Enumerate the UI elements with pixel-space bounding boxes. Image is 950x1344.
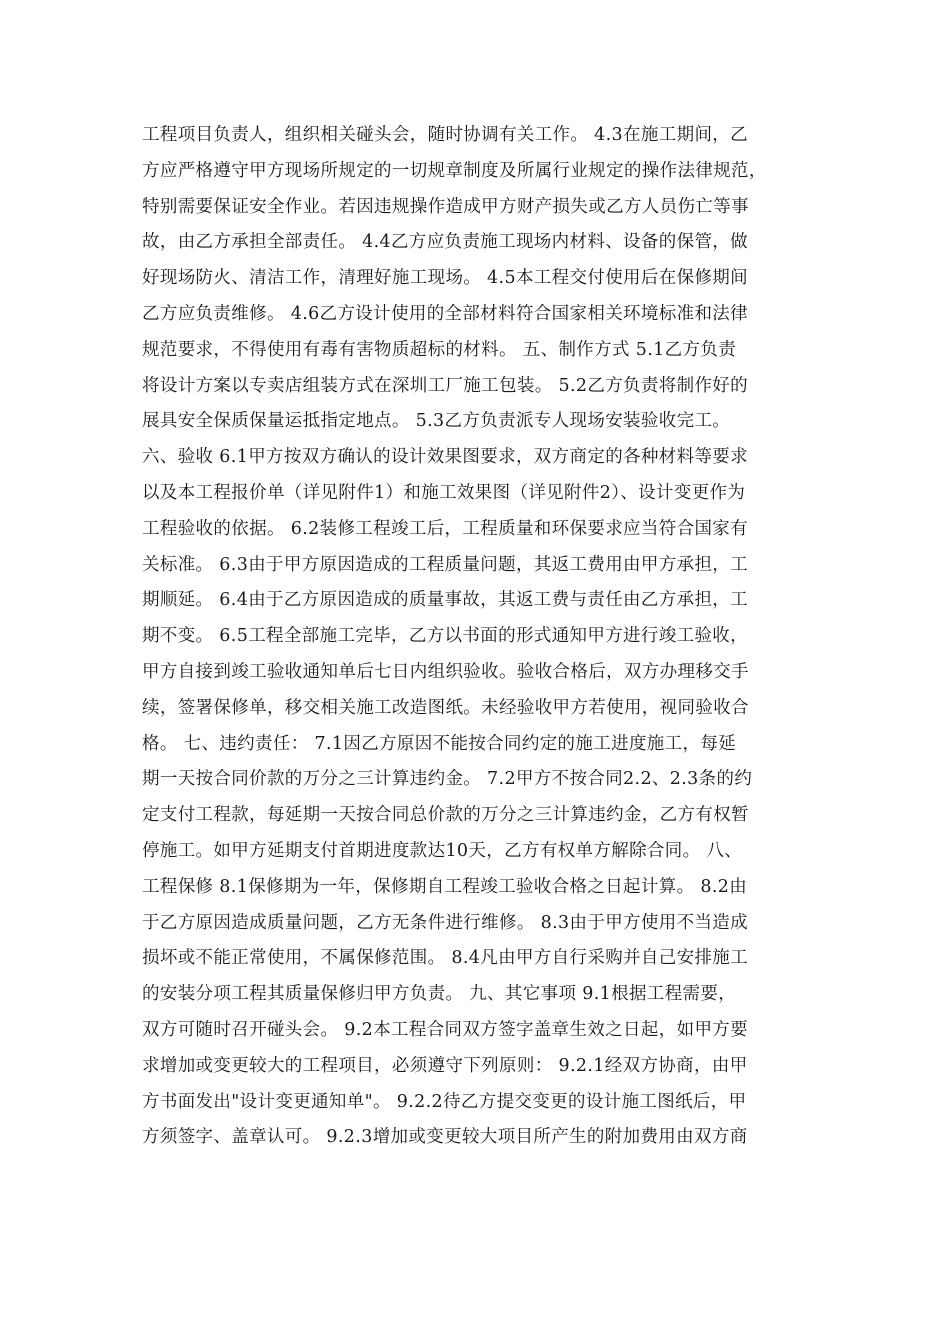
text-line: 展具安全保质保量运抵指定地点。 5.3乙方负责派专人现场安装验收完工。 bbox=[142, 411, 731, 432]
text-line: 特别需要保证安全作业。若因违规操作造成甲方财产损失或乙方人员伤亡等事 bbox=[142, 196, 749, 217]
text-line: 六、验收 6.1甲方按双方确认的设计效果图要求，双方商定的各种材料等要求 bbox=[142, 447, 748, 468]
text-line: 期不变。 6.5工程全部施工完毕，乙方以书面的形式通知甲方进行竣工验收， bbox=[142, 626, 748, 647]
text-line: 定支付工程款，每延期一天按合同总价款的万分之三计算违约金，乙方有权暂 bbox=[142, 805, 749, 826]
text-line: 格。 七、违约责任： 7.1因乙方原因不能按合同约定的施工进度施工，每延 bbox=[142, 733, 737, 754]
text-line: 将设计方案以专卖店组装方式在深圳工厂施工包装。 5.2乙方负责将制作好的 bbox=[142, 375, 748, 396]
text-line: 期顺延。 6.4由于乙方原因造成的质量事故，其返工费与责任由乙方承担，工 bbox=[142, 590, 748, 611]
text-line: 工程保修 8.1保修期为一年，保修期自工程竣工验收合格之日起计算。 8.2由 bbox=[142, 876, 748, 897]
text-line: 方应严格遵守甲方现场所规定的一切规章制度及所属行业规定的操作法律规范， bbox=[142, 160, 767, 181]
text-line: 规范要求，不得使用有毒有害物质超标的材料。 五、制作方式 5.1乙方负责 bbox=[142, 339, 737, 360]
text-line: 停施工。如甲方延期支付首期进度款达10天，乙方有权单方解除合同。 八、 bbox=[142, 840, 743, 861]
text-line: 工程验收的依据。 6.2装修工程竣工后，工程质量和环保要求应当符合国家有 bbox=[142, 518, 748, 539]
text-line: 工程项目负责人，组织相关碰头会，随时协调有关工作。 4.3在施工期间，乙 bbox=[142, 125, 748, 145]
text-line: 好现场防火、清洁工作，清理好施工现场。 4.5本工程交付使用后在保修期间 bbox=[142, 268, 748, 289]
text-line: 方书面发出"设计变更通知单"。 9.2.2待乙方提交变更的设计施工图纸后，甲 bbox=[142, 1091, 747, 1112]
contract-body-text bbox=[142, 118, 822, 1156]
text-line: 双方可随时召开碰头会。 9.2本工程合同双方签字盖章生效之日起，如甲方要 bbox=[142, 1019, 748, 1040]
text-line: 乙方应负责维修。 4.6乙方设计使用的全部材料符合国家相关环境标准和法律 bbox=[142, 303, 748, 324]
text-line: 续，签署保修单，移交相关施工改造图纸。未经验收甲方若使用，视同验收合 bbox=[142, 697, 749, 718]
text-line: 期一天按合同价款的万分之三计算违约金。 7.2甲方不按合同2.2、2.3条的约 bbox=[142, 769, 753, 790]
text-line: 求增加或变更较大的工程项目，必须遵守下列原则： 9.2.1经双方协商，由甲 bbox=[142, 1055, 748, 1076]
text-line: 于乙方原因造成质量问题，乙方无条件进行维修。 8.3由于甲方使用不当造成 bbox=[142, 912, 748, 933]
text-line: 故，由乙方承担全部责任。 4.4乙方应负责施工现场内材料、设备的保管，做 bbox=[142, 232, 748, 253]
text-line: 关标准。 6.3由于甲方原因造成的工程质量问题，其返工费用由甲方承担，工 bbox=[142, 554, 748, 575]
text-line: 损坏或不能正常使用，不属保修范围。 8.4凡由甲方自行采购并自己安排施工 bbox=[142, 948, 748, 969]
text-line: 以及本工程报价单（详见附件1）和施工效果图（详见附件2）、设计变更作为 bbox=[142, 482, 746, 503]
text-line: 方须签字、盖章认可。 9.2.3增加或变更较大项目所产生的附加费用由双方商 bbox=[142, 1127, 748, 1148]
text-line: 的安装分项工程其质量保修归甲方负责。 九、其它事项 9.1根据工程需要， bbox=[142, 984, 737, 1005]
text-line: 甲方自接到竣工验收通知单后七日内组织验收。验收合格后，双方办理移交手 bbox=[142, 661, 749, 682]
